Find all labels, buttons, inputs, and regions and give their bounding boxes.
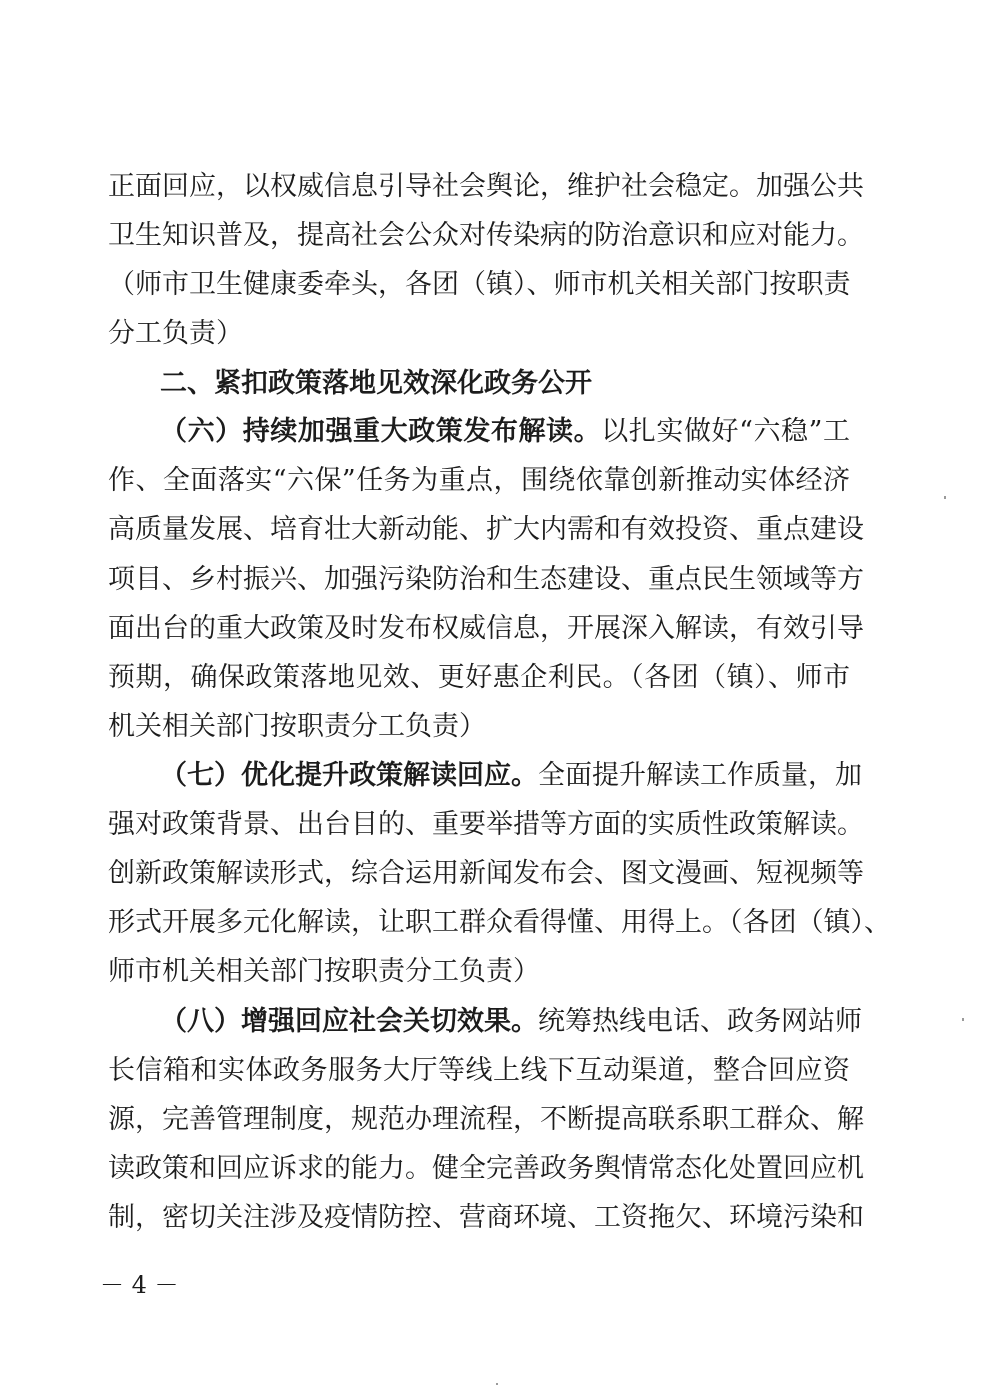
body-line: 制，密切关注涉及疫情防控、营商环境、工资拖欠、环境污染和	[108, 1202, 864, 1233]
body-line: 形式开展多元化解读，让职工群众看得懂、用得上。（各团（镇）、	[108, 907, 891, 938]
body-line: 分工负责）	[108, 318, 243, 349]
page-number: － 4 －	[100, 1271, 179, 1299]
body-line: 创新政策解读形式，综合运用新闻发布会、图文漫画、短视频等	[108, 858, 864, 889]
body-line: 面出台的重大政策及时发布权威信息，开展深入解读，有效引导	[108, 613, 864, 644]
paragraph-title: （六）持续加强重大政策发布解读。	[160, 416, 602, 447]
body-line: 正面回应，以权威信息引导社会舆论，维护社会稳定。加强公共	[108, 171, 864, 202]
body-line: 读政策和回应诉求的能力。健全完善政务舆情常态化处置回应机	[108, 1153, 864, 1184]
scan-speck	[944, 496, 946, 499]
paragraph-title: （七）优化提升政策解读回应。	[160, 760, 538, 791]
scan-speck	[496, 1383, 498, 1385]
body-line: 源，完善管理制度，规范办理流程，不断提高联系职工群众、解	[108, 1104, 864, 1135]
body-line: 卫生知识普及，提高社会公众对传染病的防治意识和应对能力。	[108, 220, 864, 251]
body-line: （师市卫生健康委牵头，各团（镇）、师市机关相关部门按职责	[108, 269, 851, 300]
paragraph-first-line: （六）持续加强重大政策发布解读。以扎实做好“六稳”工	[160, 416, 851, 447]
paragraph-first-line: （八）增强回应社会关切效果。统筹热线电话、政务网站师	[160, 1006, 862, 1037]
body-line: 高质量发展、培育壮大新动能、扩大内需和有效投资、重点建设	[108, 514, 864, 545]
paragraph-first-line: （七）优化提升政策解读回应。全面提升解读工作质量，加	[160, 760, 862, 791]
body-line: 预期，确保政策落地见效、更好惠企利民。（各团（镇）、师市	[108, 662, 851, 693]
body-line: 长信箱和实体政务服务大厅等线上线下互动渠道，整合回应资	[108, 1055, 851, 1086]
paragraph-title: （八）增强回应社会关切效果。	[160, 1006, 538, 1037]
body-line: 机关相关部门按职责分工负责）	[108, 711, 486, 742]
body-line: 项目、乡村振兴、加强污染防治和生态建设、重点民生领域等方	[108, 564, 864, 595]
body-line: 作、全面落实“六保”任务为重点，围绕依靠创新推动实体经济	[108, 465, 851, 496]
scan-speck	[962, 1018, 964, 1021]
section-heading: 二、紧扣政策落地见效深化政务公开	[160, 368, 592, 399]
body-line: 强对政策背景、出台目的、重要举措等方面的实质性政策解读。	[108, 809, 864, 840]
body-line: 师市机关相关部门按职责分工负责）	[108, 956, 540, 987]
